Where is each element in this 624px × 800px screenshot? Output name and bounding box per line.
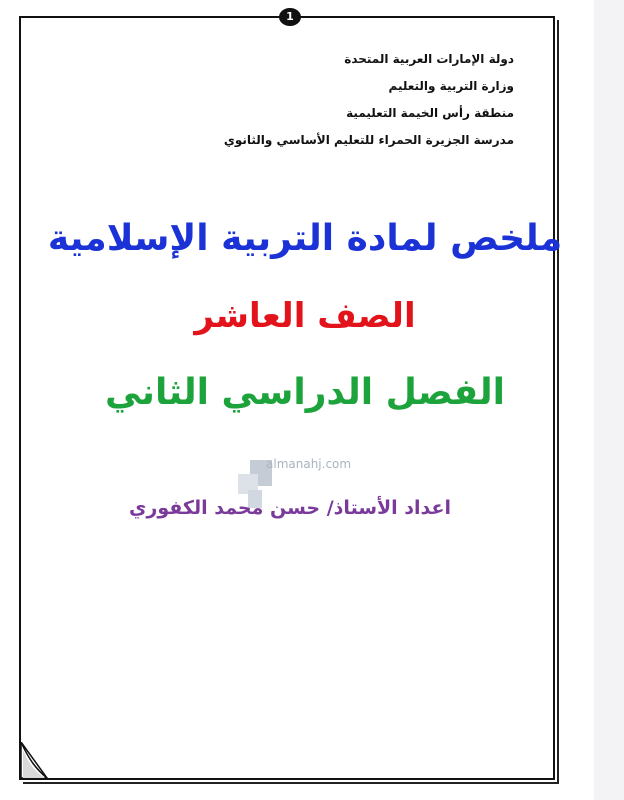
author-line: اعداد الأستاذ/ حسن محمد الكفوري: [128, 497, 452, 519]
page-curl-icon: [19, 742, 49, 780]
viewer-side-strip: [594, 0, 624, 800]
header-school: مدرسة الجزيرة الحمراء للتعليم الأساسي والثانوي: [223, 133, 514, 147]
semester-title: الفصل الدراسي الثاني: [105, 372, 505, 413]
main-title: ملخص لمادة التربية الإسلامية: [47, 218, 563, 259]
grade-title: الصف العاشر: [194, 296, 416, 336]
header-region: منطقة رأس الخيمة التعليمية: [346, 106, 514, 120]
page-number-badge: 1: [279, 8, 301, 26]
header-ministry: وزارة التربية والتعليم: [388, 79, 514, 93]
header-country: دولة الإمارات العربية المتحدة: [344, 52, 514, 66]
watermark-text: almanahj.com: [266, 457, 352, 471]
